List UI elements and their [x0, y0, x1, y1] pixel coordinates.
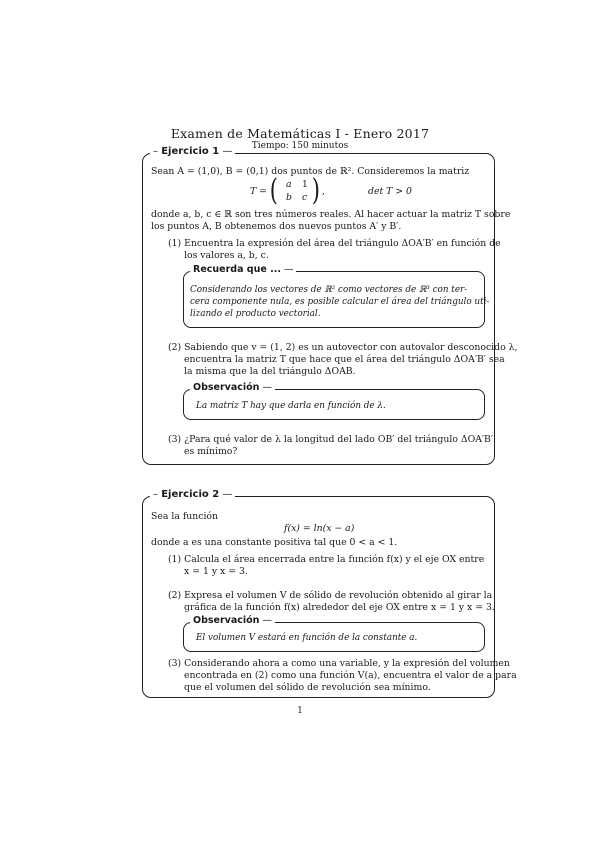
right-paren: ) — [311, 173, 320, 208]
exam-duration: Tiempo: 150 minutos — [251, 141, 349, 151]
exercise-2-item-2: (2) Expresa el volumen V de sólido de revolución obtenido al girar la — [168, 590, 493, 601]
exercise-1-item-3: (3) ¿Para qué valor de λ la longitud del lado OB′ del triángulo ΔOA′B′ — [168, 434, 493, 445]
note-observacion-1-line: La matriz T hay que darla en función de λ. — [196, 401, 386, 411]
left-paren: ( — [269, 173, 278, 208]
exercise-1-intro-3: los puntos A, B obtenemos dos nuevos puntos A′ y B′. — [151, 221, 402, 232]
note-observacion-2-label: Observación — — [190, 615, 275, 626]
exercise-2-item-3-cont: encontrada en (2) como una función V(a), encuentra el valor de a para — [184, 670, 517, 681]
exercise-2-item-2-cont: gráfica de la función f(x) alrededor del eje OX entre x = 1 y x = 3. — [184, 602, 495, 613]
exercise-1-item-3-cont: es mínimo? — [184, 446, 238, 457]
exercise-2-item-1: (1) Calcula el área encerrada entre la función f(x) y el eje OX entre — [168, 554, 485, 565]
exercise-1-item-2: (2) Sabiendo que v = (1, 2) es un autovector con autovalor desconocido λ, — [168, 342, 518, 353]
exercise-2-item-1-cont: x = 1 y x = 3. — [184, 566, 248, 577]
page-number: 1 — [297, 706, 303, 716]
exercise-1-intro-2: donde a, b, c ∈ ℝ son tres números reales. Al hacer actuar la matriz T sobre — [151, 209, 511, 220]
function-formula: f(x) = ln(x − a) — [284, 523, 355, 534]
note-recuerda-label: Recuerda que ... — — [190, 264, 296, 275]
note-observacion-2-line: El volumen V estará en función de la constante a. — [196, 633, 418, 643]
exercise-1-item-1-cont: los valores a, b, c. — [184, 250, 269, 261]
exercise-1-label: – Ejercicio 1 — — [150, 146, 235, 157]
exam-title: Examen de Matemáticas I - Enero 2017 — [170, 126, 430, 141]
note-recuerda-line-1: Considerando los vectores de ℝ² como vectores de ℝ³ con ter- — [190, 285, 468, 295]
exercise-2-item-3-cont-2: que el volumen del sólido de revolución sea mínimo. — [184, 682, 431, 693]
note-recuerda-line-2: cera componente nula, es posible calcular el área del triángulo uti- — [190, 297, 490, 307]
exercise-1-intro: Sean A = (1,0), B = (0,1) dos puntos de ℝ². Consideremos la matriz — [151, 166, 470, 177]
exercise-2-label: – Ejercicio 2 — — [150, 489, 235, 500]
note-observacion-1-label: Observación — — [190, 382, 275, 393]
exercise-2-item-3: (3) Considerando ahora a como una variable, y la expresión del volumen — [168, 658, 510, 669]
exercise-2-intro-2: donde a es una constante positiva tal que 0 < a < 1. — [151, 537, 398, 548]
exercise-1-item-2-cont-2: la misma que la del triángulo ΔOAB. — [184, 366, 356, 377]
exercise-2-intro: Sea la función — [151, 511, 219, 522]
exercise-1-item-1: (1) Encuentra la expresión del área del triángulo ΔOA′B′ en función de — [168, 238, 501, 249]
exercise-1-item-2-cont: encuentra la matriz T que hace que el área del triángulo ΔOA′B′ sea — [184, 354, 505, 365]
note-recuerda-line-3: lizando el producto vectorial. — [190, 309, 321, 319]
